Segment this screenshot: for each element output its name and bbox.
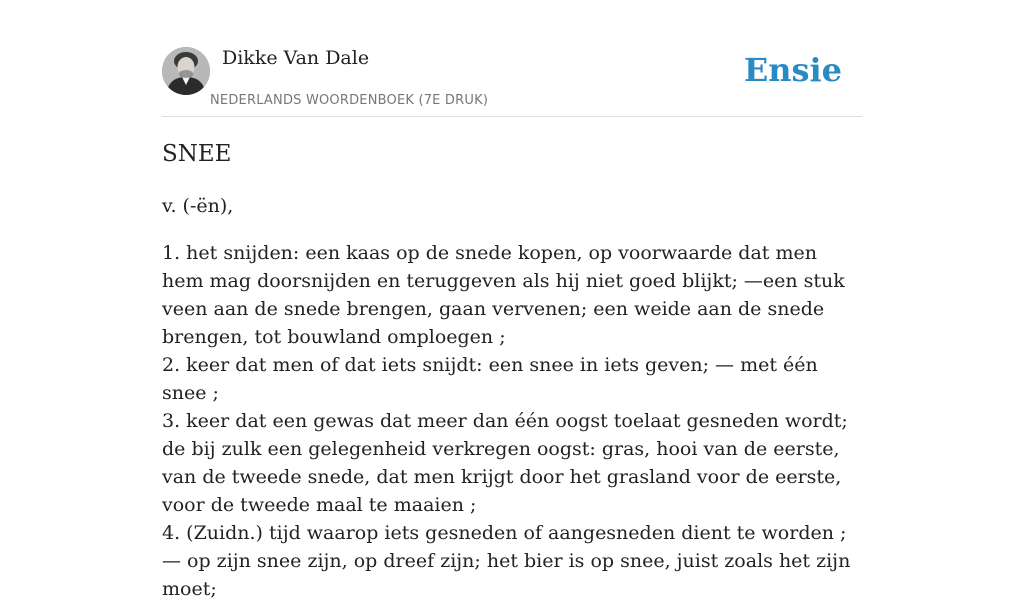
sense-2: 2. keer dat men of dat iets snijdt: een snee in iets geven; — met één snee ; — [162, 354, 818, 404]
author-name[interactable]: Dikke Van Dale — [222, 47, 370, 69]
sense-4: 4. (Zuidn.) tijd waarop iets gesneden of aangesneden dient te worden ; — op zijn snee zijn, op dreef zijn; het bier is op snee, juist zoals het zijn moet; — [162, 522, 851, 600]
dictionary-source: NEDERLANDS WOORDENBOEK (7E DRUK) — [210, 93, 489, 108]
grammar-info: v. (-ën), — [162, 195, 234, 217]
sense-1: 1. het snijden: een kaas op de snede kopen, op voorwaarde dat men hem mag doorsnijden en teruggeven als hij niet goed blijkt; —een stuk veen aan de snede brengen, gaan vervenen; een weide aan de snede brengen, tot bouwland omploegen ; — [162, 242, 845, 348]
page-container — [162, 0, 862, 600]
entry-header — [162, 0, 862, 117]
definition-body — [162, 239, 862, 603]
author-avatar[interactable] — [162, 47, 210, 95]
portrait-icon — [162, 47, 210, 95]
brand-logo[interactable]: Ensie — [743, 51, 842, 89]
sense-3: 3. keer dat een gewas dat meer dan één oogst toelaat gesneden wordt; de bij zulk een gelegenheid verkregen oogst: gras, hooi van de eerste, van de tweede snede, dat men krijgt door het grasland voor de eerste, voor de tweede maal te maaien ; — [162, 410, 848, 516]
entry-headword: SNEE — [162, 141, 232, 167]
